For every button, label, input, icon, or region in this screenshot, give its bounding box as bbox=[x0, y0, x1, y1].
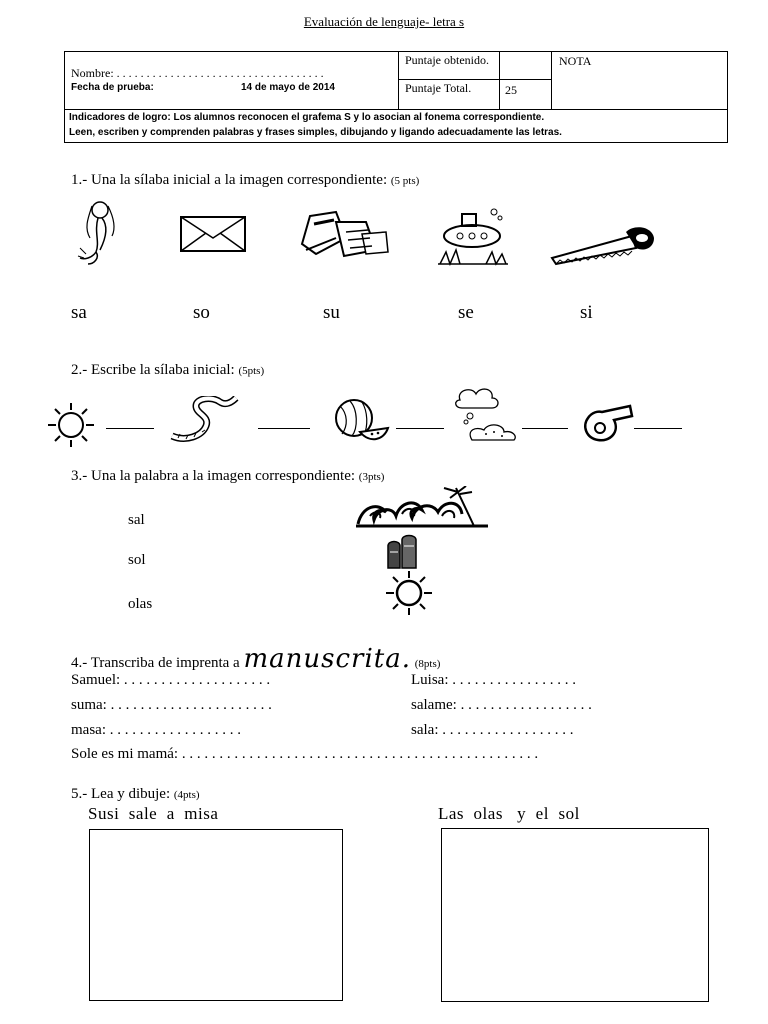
snake-icon bbox=[166, 396, 240, 442]
answer-line-4[interactable] bbox=[522, 428, 568, 429]
sun-icon bbox=[46, 402, 96, 448]
q4-title: 4.- Transcriba de imprenta a manuscrita. (8pts) bbox=[71, 644, 441, 674]
word-olas[interactable]: olas bbox=[128, 596, 153, 612]
sentence-2: Las olas y el sol bbox=[438, 804, 580, 823]
answer-line-5[interactable] bbox=[634, 428, 682, 429]
cursive-word: manuscrita. bbox=[243, 644, 411, 674]
mermaid-icon bbox=[70, 198, 130, 266]
page-title: Evaluación de lenguaje- letra s bbox=[303, 14, 465, 29]
syllable-sa[interactable]: sa bbox=[71, 302, 87, 323]
syllable-si[interactable]: si bbox=[580, 302, 593, 323]
submarine-icon bbox=[436, 206, 510, 266]
word-sol[interactable]: sol bbox=[128, 552, 146, 568]
syllable-se[interactable]: se bbox=[458, 302, 474, 323]
answer-line-2[interactable] bbox=[258, 428, 310, 429]
sun-icon bbox=[384, 570, 434, 616]
sacks-icon bbox=[296, 208, 390, 260]
answer-line-1[interactable] bbox=[106, 428, 154, 429]
syllable-su[interactable]: su bbox=[323, 302, 340, 323]
fecha-value: 14 de mayo de 2014 bbox=[241, 82, 335, 93]
envelope-icon bbox=[180, 216, 246, 252]
whistle-icon bbox=[580, 402, 634, 444]
q3-title: 3.- Una la palabra a la imagen correspondiente: (3pts) bbox=[71, 468, 385, 484]
drawing-box-1[interactable] bbox=[89, 829, 343, 1001]
fecha-label: Fecha de prueba: bbox=[71, 82, 154, 93]
nota-label: NOTA bbox=[559, 54, 592, 68]
indicadores-line2: Leen, escriben y comprenden palabras y frases simples, dibujando y ligando adecuadamente las letras. bbox=[69, 127, 562, 138]
transcribe-sole[interactable]: Sole es mi mamá: . . . . . . . . . . . . . . . . . . . . . . . . . . . . . . . . . . . . . . . . . . . . . . . . bbox=[71, 746, 539, 762]
answer-line-3[interactable] bbox=[396, 428, 444, 429]
sentence-1: Susi sale a misa bbox=[88, 804, 219, 823]
puntaje-total-value: 25 bbox=[505, 83, 517, 97]
puntaje-total-label: Puntaje Total. bbox=[405, 81, 472, 95]
transcribe-salame[interactable]: salame: . . . . . . . . . . . . . . . . . . bbox=[411, 697, 592, 713]
q5-title: 5.- Lea y dibuje: (4pts) bbox=[71, 786, 200, 802]
transcribe-sala[interactable]: sala: . . . . . . . . . . . . . . . . . . bbox=[411, 722, 574, 738]
transcribe-masa[interactable]: masa: . . . . . . . . . . . . . . . . . . bbox=[71, 722, 241, 738]
puntaje-obtenido-label: Puntaje obtenido. bbox=[405, 53, 489, 67]
drawing-box-2[interactable] bbox=[441, 828, 709, 1002]
q2-title: 2.- Escribe la sílaba inicial: (5pts) bbox=[71, 362, 265, 378]
watermelon-icon bbox=[330, 398, 390, 444]
waves-icon bbox=[356, 486, 488, 530]
q1-title: 1.- Una la sílaba inicial a la imagen correspondiente: (5 pts) bbox=[71, 172, 420, 188]
transcribe-suma[interactable]: suma: . . . . . . . . . . . . . . . . . . . . . . bbox=[71, 697, 272, 713]
header-table bbox=[64, 51, 728, 143]
syllable-so[interactable]: so bbox=[193, 302, 210, 323]
dream-cloud-icon bbox=[446, 386, 522, 442]
indicadores-line1: Indicadores de logro: Los alumnos reconocen el grafema S y lo asocian al fonema correspondiente. bbox=[69, 112, 545, 123]
nombre-field[interactable]: Nombre: . . . . . . . . . . . . . . . . . . . . . . . . . . . . . . . . . . . bbox=[71, 66, 324, 80]
word-sal[interactable]: sal bbox=[128, 512, 145, 528]
saw-icon bbox=[548, 222, 656, 266]
transcribe-luisa[interactable]: Luisa: . . . . . . . . . . . . . . . . . bbox=[411, 672, 576, 688]
salt-shakers-icon bbox=[384, 532, 422, 570]
transcribe-samuel[interactable]: Samuel: . . . . . . . . . . . . . . . . . . . . bbox=[71, 672, 271, 688]
